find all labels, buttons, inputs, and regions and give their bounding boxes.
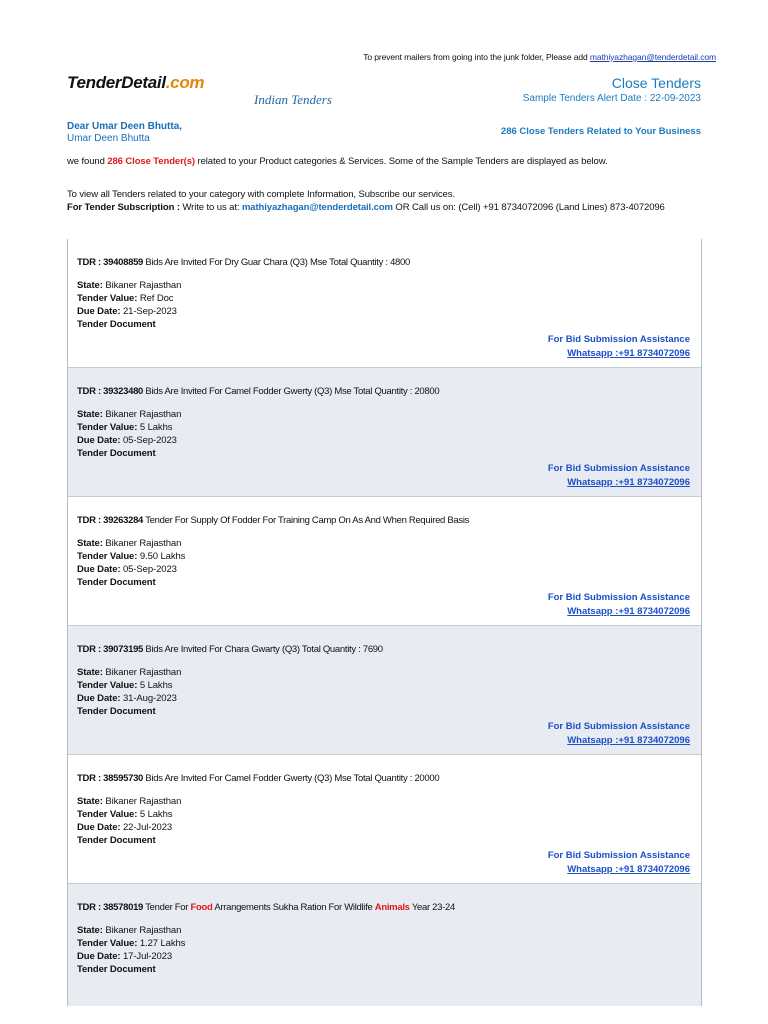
tdr-id: 38595730 <box>103 773 144 784</box>
tender-list <box>67 239 702 1006</box>
whatsapp-link[interactable]: Whatsapp :+91 8734072096 <box>567 347 690 359</box>
bid-assistance-label[interactable]: For Bid Submission Assistance <box>547 463 690 474</box>
state-value: Bikaner Rajasthan <box>105 409 182 420</box>
tender-card <box>68 626 701 755</box>
subscription-info <box>67 188 665 214</box>
tender-desc-part: Year 23-24 <box>411 902 455 913</box>
due-label: Due Date: <box>77 564 121 575</box>
state-label: State: <box>77 409 103 420</box>
tender-title <box>77 644 383 655</box>
found-count: 286 Close Tender(s) <box>107 156 195 167</box>
due-label: Due Date: <box>77 693 121 704</box>
tender-title <box>77 515 469 526</box>
bid-assistance <box>548 849 690 876</box>
tender-value: 5 Lakhs <box>139 809 173 820</box>
tender-document-link[interactable]: Tender Document <box>77 319 156 330</box>
bid-assistance <box>548 720 690 747</box>
tender-document-link[interactable]: Tender Document <box>77 706 156 717</box>
whatsapp-link[interactable]: Whatsapp :+91 8734072096 <box>567 734 690 746</box>
indian-tenders-tagline: Indian Tenders <box>254 92 332 107</box>
page-title: Close Tenders <box>611 75 701 91</box>
tender-value: Ref Doc <box>139 293 174 304</box>
subscription-label: For Tender Subscription : <box>67 202 180 213</box>
tender-desc-highlight: Animals <box>374 902 410 913</box>
tdr-id: 39408859 <box>103 257 144 268</box>
due-label: Due Date: <box>77 951 121 962</box>
tender-card <box>68 884 701 1006</box>
whitelist-email-link[interactable]: mathiyazhagan@tenderdetail.com <box>589 52 716 62</box>
tender-value: 9.50 Lakhs <box>139 551 186 562</box>
bid-assistance-label[interactable]: For Bid Submission Assistance <box>547 850 690 861</box>
value-label: Tender Value: <box>77 293 138 304</box>
due-label: Due Date: <box>77 822 121 833</box>
junk-note-text: To prevent mailers from going into the junk folder, Please add <box>363 52 588 62</box>
tender-document-link[interactable]: Tender Document <box>77 577 156 588</box>
tender-card <box>68 755 701 884</box>
bid-assistance-label[interactable]: For Bid Submission Assistance <box>547 334 690 345</box>
tender-fields <box>77 279 181 331</box>
tdr-label: TDR : <box>77 644 101 655</box>
state-value: Bikaner Rajasthan <box>105 280 182 291</box>
tdr-label: TDR : <box>77 515 101 526</box>
tdr-label: TDR : <box>77 257 101 268</box>
tdr-label: TDR : <box>77 773 101 784</box>
tender-desc: Bids Are Invited For Dry Guar Chara (Q3) Mse Total Quantity : 4800 <box>145 257 411 268</box>
tender-document-link[interactable]: Tender Document <box>77 964 156 975</box>
tender-desc: Bids Are Invited For Camel Fodder Gwerty (Q3) Mse Total Quantity : 20800 <box>145 386 440 397</box>
whatsapp-link[interactable]: Whatsapp :+91 8734072096 <box>567 863 690 875</box>
tender-title <box>77 902 455 913</box>
subscription-contact: OR Call us on: (Cell) +91 8734072096 (Land Lines) 873-4072096 <box>395 202 665 213</box>
tender-desc-part: Tender For <box>145 902 189 913</box>
value-label: Tender Value: <box>77 422 138 433</box>
due-label: Due Date: <box>77 435 121 446</box>
tender-fields <box>77 924 185 976</box>
due-date: 05-Sep-2023 <box>123 435 177 446</box>
tender-title <box>77 773 439 784</box>
tender-desc: Tender For Supply Of Fodder For Training Camp On As And When Required Basis <box>145 515 470 526</box>
state-label: State: <box>77 667 103 678</box>
bid-assistance-label[interactable]: For Bid Submission Assistance <box>547 592 690 603</box>
tender-fields <box>77 537 185 589</box>
value-label: Tender Value: <box>77 551 138 562</box>
tender-value: 5 Lakhs <box>139 422 173 433</box>
state-value: Bikaner Rajasthan <box>105 538 182 549</box>
due-date: 05-Sep-2023 <box>123 564 177 575</box>
logo-brand: TenderDetail <box>67 73 166 92</box>
tender-document-link[interactable]: Tender Document <box>77 448 156 459</box>
tender-document-link[interactable]: Tender Document <box>77 835 156 846</box>
value-label: Tender Value: <box>77 680 138 691</box>
greeting <box>67 121 182 145</box>
tdr-id: 39263284 <box>103 515 144 526</box>
whatsapp-link[interactable]: Whatsapp :+91 8734072096 <box>567 476 690 488</box>
state-value: Bikaner Rajasthan <box>105 925 182 936</box>
tender-desc: Bids Are Invited For Camel Fodder Gwerty (Q3) Mse Total Quantity : 20000 <box>145 773 440 784</box>
due-date: 22-Jul-2023 <box>123 822 173 833</box>
tender-desc-part: Arrangements Sukha Ration For Wildlife <box>214 902 373 913</box>
found-before: we found <box>67 156 105 167</box>
tender-card <box>68 497 701 626</box>
found-summary <box>67 156 608 167</box>
due-label: Due Date: <box>77 306 121 317</box>
state-label: State: <box>77 538 103 549</box>
subscribe-line: To view all Tenders related to your category with complete Information, Subscribe our services. <box>67 189 455 200</box>
subscription-email-link[interactable]: mathiyazhagan@tenderdetail.com <box>241 202 393 213</box>
due-date: 17-Jul-2023 <box>123 951 173 962</box>
tdr-id: 39323480 <box>103 386 144 397</box>
bid-assistance-label[interactable]: For Bid Submission Assistance <box>547 721 690 732</box>
bid-assistance <box>548 462 690 489</box>
state-value: Bikaner Rajasthan <box>105 667 182 678</box>
value-label: Tender Value: <box>77 938 138 949</box>
tenderdetail-logo[interactable] <box>67 73 204 93</box>
tender-desc: Bids Are Invited For Chara Gwarty (Q3) Total Quantity : 7690 <box>145 644 383 655</box>
tender-fields <box>77 795 181 847</box>
state-label: State: <box>77 796 103 807</box>
tdr-id: 39073195 <box>103 644 144 655</box>
subscription-text: Write to us at: <box>182 202 240 213</box>
tdr-label: TDR : <box>77 902 101 913</box>
state-label: State: <box>77 280 103 291</box>
tender-card <box>68 368 701 497</box>
greeting-dear: Dear Umar Deen Bhutta, <box>67 121 183 132</box>
due-date: 31-Aug-2023 <box>123 693 177 704</box>
due-date: 21-Sep-2023 <box>123 306 177 317</box>
tdr-label: TDR : <box>77 386 101 397</box>
state-value: Bikaner Rajasthan <box>105 796 182 807</box>
tender-desc-highlight: Food <box>190 902 213 913</box>
tender-fields <box>77 666 181 718</box>
tender-fields <box>77 408 181 460</box>
bid-assistance <box>548 333 690 360</box>
bid-assistance <box>548 591 690 618</box>
tender-title <box>77 257 410 268</box>
value-label: Tender Value: <box>77 809 138 820</box>
tdr-id: 38578019 <box>103 902 144 913</box>
tender-value: 5 Lakhs <box>139 680 173 691</box>
tender-value: 1.27 Lakhs <box>139 938 186 949</box>
junk-folder-note <box>363 52 716 62</box>
state-label: State: <box>77 925 103 936</box>
related-count: 286 Close Tenders Related to Your Business <box>500 126 701 137</box>
logo-tld: .com <box>165 73 205 92</box>
found-after: related to your Product categories & Services. Some of the Sample Tenders are displayed as below. <box>197 156 608 167</box>
tender-title <box>77 386 439 397</box>
tender-card <box>68 239 701 368</box>
alert-date: Sample Tenders Alert Date : 22-09-2023 <box>522 93 701 104</box>
greeting-name: Umar Deen Bhutta <box>67 133 150 144</box>
whatsapp-link[interactable]: Whatsapp :+91 8734072096 <box>567 605 690 617</box>
